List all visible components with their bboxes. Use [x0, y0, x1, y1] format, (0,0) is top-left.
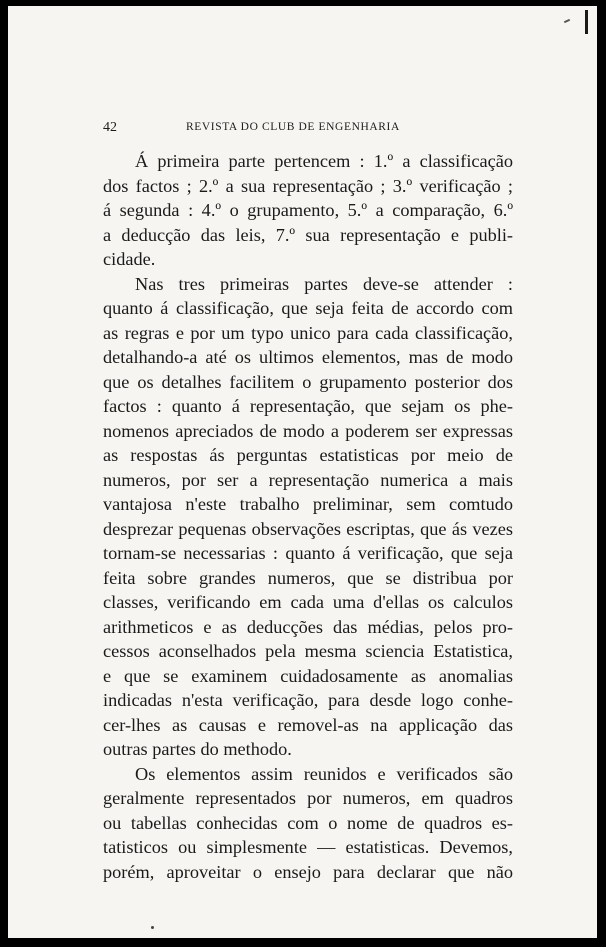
text-line: a deducção das leis, 7.º sua representação e publi-: [103, 224, 513, 245]
text-line: quanto á classificação, que seja feita de accordo com: [103, 298, 513, 318]
page-edge-mark: [585, 10, 588, 34]
text-line: desprezar pequenas observações escriptas, que ás vezes: [103, 518, 513, 539]
text-line: cessos aconselhados pela mesma sciencia Estatistica,: [103, 641, 513, 661]
text-line: Os elementos assim reunidos e verificados são: [135, 763, 513, 784]
text-line: indicadas n'esta verificação, para desde logo conhe-: [103, 690, 513, 710]
text-line: que os detalhes facilitem o grupamento posterior dos: [103, 371, 513, 392]
text-line: as respostas ás perguntas estatisticas por meio de: [103, 445, 513, 465]
page-edge-dash: [564, 19, 570, 23]
text-line: Nas tres primeiras partes deve-se attender :: [135, 273, 513, 294]
text-line: Á primeira parte pertencem : 1.º a classificação: [135, 151, 513, 171]
text-line: tatisticos ou simplesmente — estatisticas. Devemos,: [103, 837, 513, 857]
text-line: nomenos apreciados de modo a poderem ser expressas: [103, 420, 513, 441]
text-line: á segunda : 4.º o grupamento, 5.º a comparação, 6.º: [103, 200, 513, 220]
text-line: numeros, por ser a representação numerica a mais: [103, 469, 513, 490]
page-header: [103, 120, 513, 140]
text-line: geralmente representados por numeros, em quadros: [103, 788, 513, 808]
text-line: tornam-se necessarias : quanto á verificação, que seja: [103, 543, 513, 563]
book-page: [8, 6, 597, 938]
print-speck: [151, 926, 154, 929]
text-line: porém, aproveitar o ensejo para declarar que não: [103, 861, 513, 882]
text-line: arithmeticos e as deducções das médias, pelos pro-: [103, 616, 513, 637]
text-line: classes, verificando em cada uma d'ellas os calculos: [103, 592, 513, 612]
text-line: as regras e por um typo unico para cada classificação,: [103, 322, 513, 343]
page-number: 42: [103, 120, 117, 135]
body-text: [103, 149, 513, 882]
text-line: ou tabellas conhecidas com o nome de quadros es-: [103, 812, 513, 833]
text-line: feita sobre grandes numeros, que se distribua por: [103, 567, 513, 588]
text-line: factos : quanto á representação, que sejam os phe-: [103, 396, 513, 416]
text-line: detalhando-a até os ultimos elementos, mas de modo: [103, 347, 513, 367]
running-title: REVISTA DO CLUB DE ENGENHARIA: [186, 121, 400, 133]
text-line: outras partes do methodo.: [103, 739, 292, 759]
text-line: cidade.: [103, 249, 156, 269]
text-line: e que se examinem cuidadosamente as anomalias: [103, 665, 513, 686]
text-line: vantajosa n'este trabalho preliminar, sem comtudo: [103, 494, 513, 514]
text-line: cer-lhes as causas e removel-as na applicação das: [103, 714, 513, 735]
text-line: dos factos ; 2.º a sua representação ; 3.º verificação ;: [103, 175, 513, 196]
